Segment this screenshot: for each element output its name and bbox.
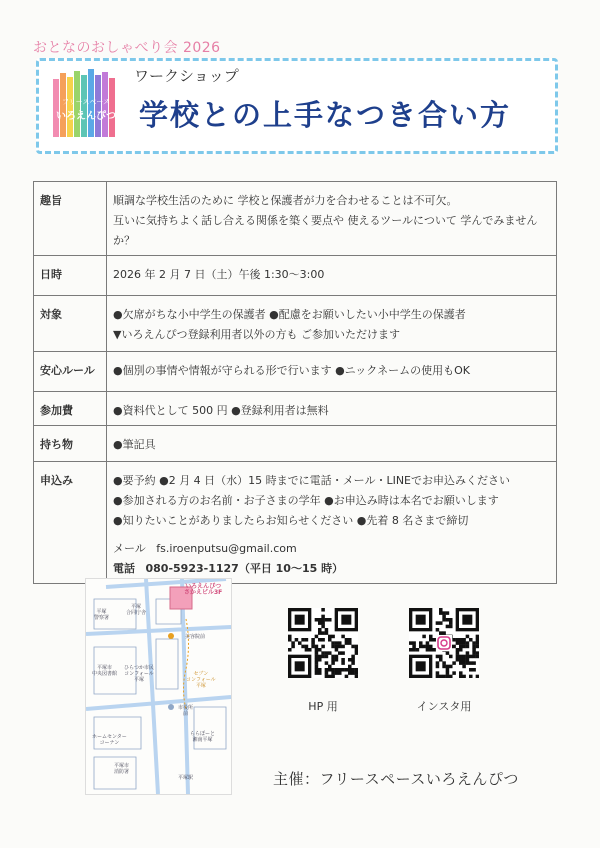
row-fee xyxy=(34,392,557,426)
logo-main-text: いろえんぴつ xyxy=(56,111,116,122)
map-label: ひらつか市民 コンフォール 平塚 xyxy=(124,665,154,683)
phone-number[interactable]: 080-5923-1127（平日 10～15 時） xyxy=(145,562,344,575)
row-label: 安心ルール xyxy=(34,352,107,392)
phone-line: 電話 080-5923-1127（平日 10～15 時） xyxy=(113,562,344,575)
map-label: 美容院前 xyxy=(185,634,206,640)
map-label: 平塚 合同庁舎 xyxy=(126,604,147,616)
row-value: ●個別の事情や情報が守られる形で行います ●ニックネームの使用もOK xyxy=(107,352,557,392)
hp-qr-caption: HP 用 xyxy=(308,700,338,713)
row-target xyxy=(34,296,557,352)
map-label: 平塚市 中央図書館 xyxy=(92,665,118,677)
row-value: ●要予約 ●2 月 4 日（水）15 時までに電話・メール・LINEでお申込みください ●参加される方のお名前・お子さまの学年 ●お申込み時は本名でお願いします ●知りたいことがありましたらお知らせください ●先着 8 名さまで締切 メール fs.iroenputsu@gmail.com 電話 080-5923-1127（平日 10～15 時） xyxy=(107,462,557,584)
map-label: 市役所 前 xyxy=(178,705,194,717)
row-label: 持ち物 xyxy=(34,426,107,462)
map-label: ららぽーと 湘南平塚 xyxy=(190,731,216,743)
access-map xyxy=(85,578,232,795)
map-label: セブン コンフォール 平塚 xyxy=(186,671,216,689)
insta-qr-caption: インスタ用 xyxy=(416,700,472,713)
map-destination-label: いろえんぴつ さかえビル3F xyxy=(184,583,223,596)
row-value: 2026 年 2 月 7 日（土）午後 1:30～3:00 xyxy=(107,256,557,296)
organizer: 主催：フリースペースいろえんぴつ xyxy=(273,770,519,788)
hp-qr-code[interactable] xyxy=(288,608,358,678)
email-line: メール fs.iroenputsu@gmail.com xyxy=(113,542,297,555)
logo-small-text: フリースペース xyxy=(61,98,111,106)
row-purpose xyxy=(34,182,557,256)
row-value: ●欠席がちな小中学生の保護者 ●配慮をお願いしたい小中学生の保護者 ▼いろえんぴつ登録利用者以外の方も ご参加いただけます xyxy=(107,296,557,352)
row-label: 申込み xyxy=(34,462,107,584)
row-value: ●筆記具 xyxy=(107,426,557,462)
row-label: 日時 xyxy=(34,256,107,296)
row-rules xyxy=(34,352,557,392)
email-link[interactable]: fs.iroenputsu@gmail.com xyxy=(156,542,297,555)
map-label: 平塚駅 xyxy=(178,775,194,781)
row-label: 趣旨 xyxy=(34,182,107,256)
row-label: 対象 xyxy=(34,296,107,352)
title-banner xyxy=(36,58,558,154)
row-date xyxy=(34,256,557,296)
map-label: 平塚 警察署 xyxy=(94,609,110,621)
row-value: 順調な学校生活のために 学校と保護者が力を合わせることは不可欠。 互いに気持ちよく話し合える関係を築く要点や 使えるツールについて 学んでみませんか？ xyxy=(107,182,557,256)
row-value: ●資料代として 500 円 ●登録利用者は無料 xyxy=(107,392,557,426)
instagram-qr-code[interactable] xyxy=(409,608,479,678)
row-bring xyxy=(34,426,557,462)
map-label: ホームセンター コーナン xyxy=(92,734,127,746)
iroenpitsu-logo xyxy=(47,65,125,151)
series-title: おとなのおしゃべり会 2026 xyxy=(33,40,221,56)
page-title: 学校との上手なつき合い方 xyxy=(139,98,512,132)
row-label: 参加費 xyxy=(34,392,107,426)
info-table xyxy=(33,181,557,584)
banner-subtitle: ワークショップ xyxy=(134,67,239,85)
row-apply xyxy=(34,462,557,584)
map-label: 平塚市 消防署 xyxy=(114,763,130,775)
